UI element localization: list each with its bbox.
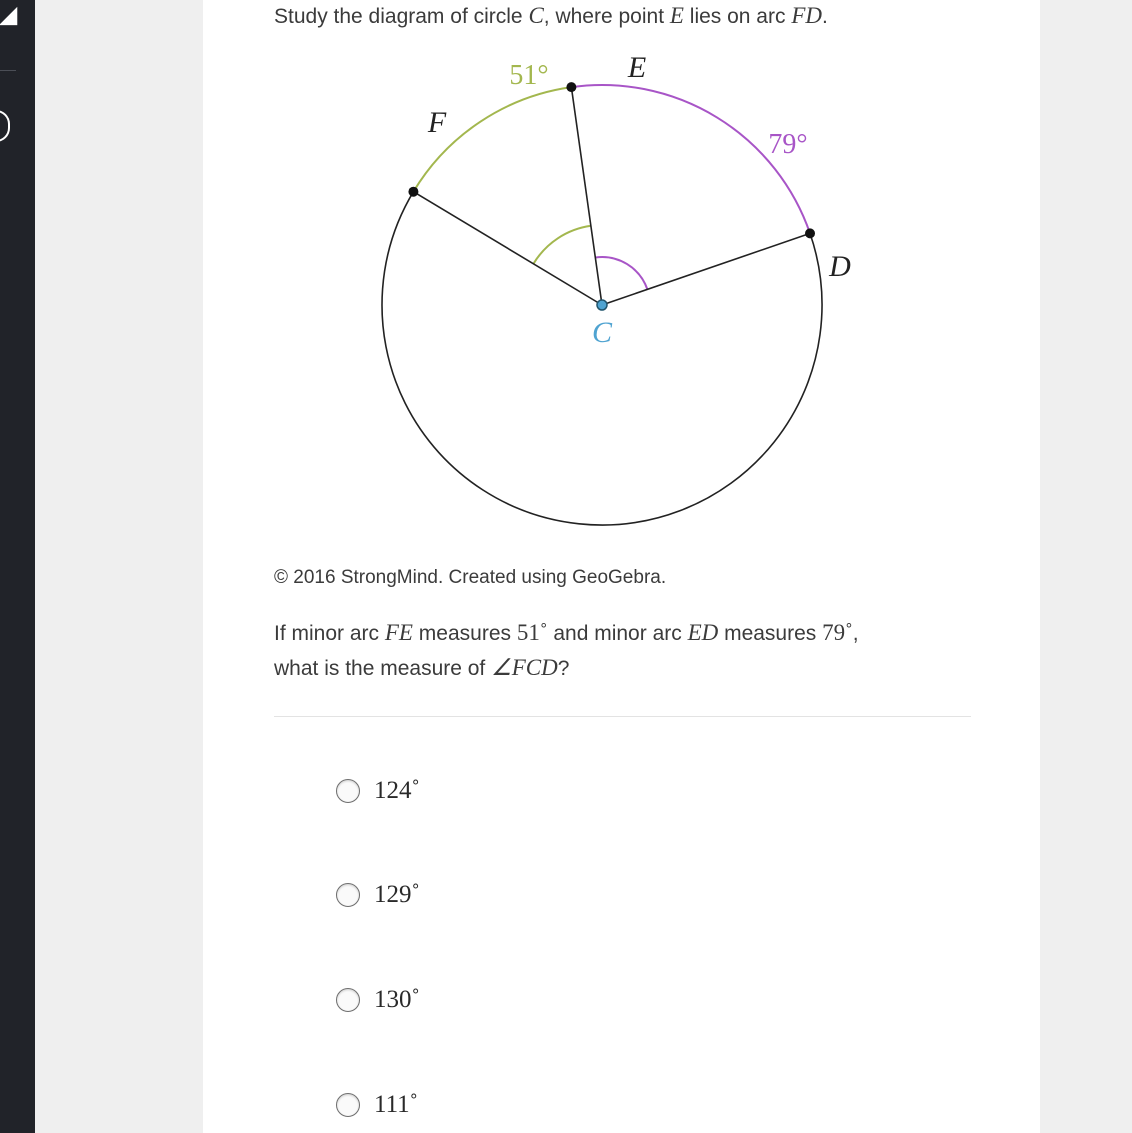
radius-cf: [413, 192, 602, 305]
intro-math-point: E: [669, 3, 684, 28]
intro-part: lies on arc: [683, 5, 792, 28]
question-part: If minor arc: [274, 622, 385, 645]
angle-mark-fce: [533, 226, 590, 264]
question-math-arc-fe: FE: [384, 620, 413, 645]
intro-part: Study the diagram of circle: [274, 5, 529, 28]
left-sidebar: [0, 0, 35, 1133]
intro-part: .: [822, 5, 828, 28]
question-part: measures: [412, 622, 517, 645]
sidebar-circle-icon[interactable]: [0, 110, 10, 142]
question-part: ,: [852, 622, 859, 645]
question-math-value: 51˚: [516, 620, 548, 645]
intro-math-circle: C: [528, 3, 544, 28]
question-math-arc-ed: ED: [687, 620, 719, 645]
point-f: [408, 187, 418, 197]
answer-option-label: 130˚: [374, 986, 420, 1013]
point-e: [566, 82, 576, 92]
label-d: D: [829, 250, 851, 283]
sidebar-divider: [0, 70, 16, 71]
copyright-credit: © 2016 StrongMind. Created using GeoGebra.: [274, 567, 667, 588]
radio-button[interactable]: [336, 883, 360, 907]
radio-button[interactable]: [336, 779, 360, 803]
sidebar-top-icon[interactable]: ◢: [0, 2, 17, 27]
label-c: C: [591, 316, 613, 349]
question-part: measures: [718, 622, 823, 645]
question-part: and minor arc: [547, 622, 688, 645]
answer-option-label: 111˚: [374, 1091, 418, 1118]
circle-diagram: [374, 46, 864, 536]
label-e: E: [627, 51, 647, 84]
answer-option-1[interactable]: [336, 774, 420, 808]
answer-option-3[interactable]: [336, 983, 420, 1017]
question-part: what is the measure of: [274, 657, 492, 680]
intro-text: [274, 1, 828, 32]
intro-math-arc: FD: [791, 3, 822, 28]
answer-option-4[interactable]: [336, 1088, 418, 1122]
radio-button[interactable]: [336, 1093, 360, 1117]
answer-option-2[interactable]: [336, 878, 420, 912]
radius-ce: [571, 87, 602, 305]
point-c: [597, 300, 607, 310]
arc-fe: [413, 87, 571, 192]
radio-button[interactable]: [336, 988, 360, 1012]
arc-fe-measure: 51°: [509, 60, 549, 91]
answer-option-label: 129˚: [374, 881, 420, 908]
arc-ed-measure: 79°: [768, 129, 808, 160]
answer-option-label: 124˚: [374, 777, 420, 804]
label-f: F: [427, 106, 447, 139]
arc-dfmajor: [382, 192, 822, 525]
question-part: ?: [557, 657, 570, 680]
intro-part: , where point: [543, 5, 670, 28]
separator: [274, 716, 971, 717]
point-d: [805, 228, 815, 238]
question-text: [274, 616, 974, 686]
question-math-value: 79˚: [822, 620, 853, 645]
angle-mark-ecd: [595, 257, 647, 289]
question-math-angle: ∠FCD: [491, 655, 558, 680]
